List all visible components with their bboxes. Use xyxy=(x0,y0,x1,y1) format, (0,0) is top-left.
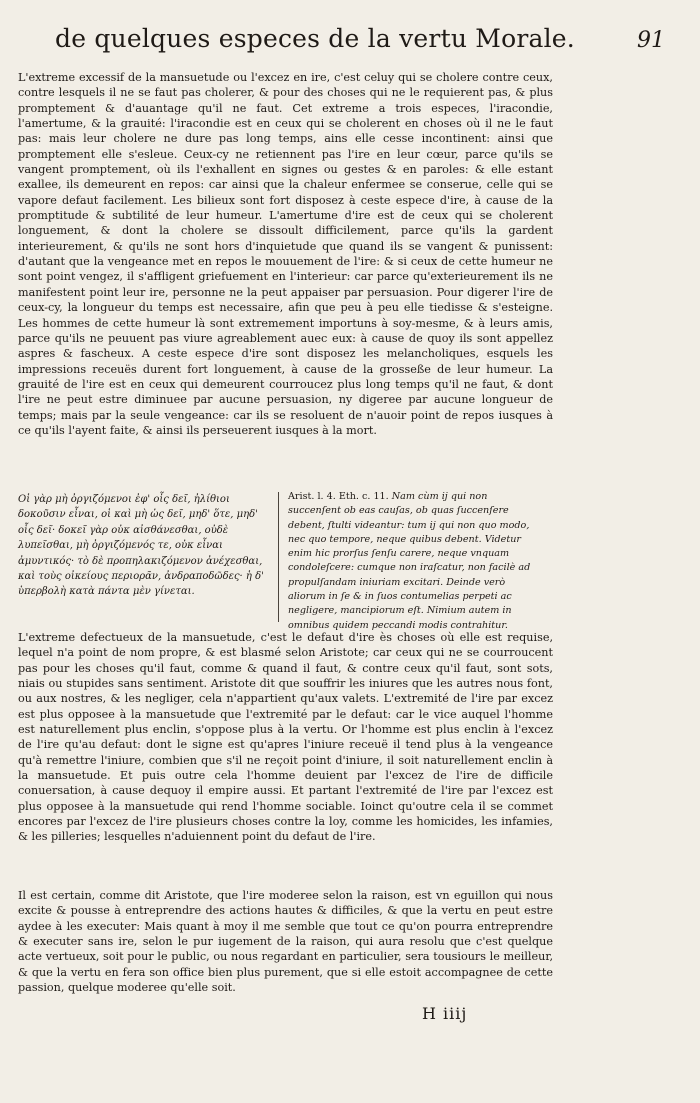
paragraph-defect-of-anger: L'extreme defectueux de la mansuetude, c'est le defaut d'ire ès choses où elle est requise, lequel n'a point de nom propre, & est blasmé selon Aristote; car ceux qui ne se courroucent pas pour les choses qu'il faut, comme & quand il faut, & contre ceux qu'il faut, sont sots, niais ou stupides sans sentiment. Aristote dit que souffrir les iniures que les autres nous font, ou aux nostres, & les negliger, cela n'appartient qu'aux valets. L'extremité de l'ire par excez est plus opposee à la mansuetude que l'extremité par le defaut: car le vice auquel l'homme est naturellement plus enclin, s'oppose plus à la vertu. Or l'homme est plus enclin à l'excez de l'ire qu'au defaut: dont le signe est qu'apres l'iniure receuë il tend plus à la vengeance qu'à remettre l'iniure, combien que s'il ne reçoit point d'iniure, il soit naturellement enclin à la mansuetude. Et puis outre cela l'homme deuient par l'excez de l'ire de difficile conuersation, à cause dequoy il empire aussi. Et partant l'extremité de l'ire par l'excez est plus opposee à la mansuetude qui rend l'homme sociable. Ioinct qu'outre cela il se commet encores par l'excez de l'ire plusieurs choses contre la loy, comme les homicides, les infamies, & les pilleries; lesquelles n'aduiennent point du defaut de l'ire. xyxy=(18,631,553,844)
signature-mark: H iiij xyxy=(422,1004,468,1023)
latin-marginal-note xyxy=(288,490,540,630)
latin-note-text: Nam cùm ij qui non succenſent ob eas cauſas, ob quas ſuccenſere debent, ſtulti videantur: tum ij qui non quo modo, nec quo tempore, neque quibus debent. Videtur enim hic prorſus ſenſu carere, neque vnquam condoleſcere: cumque non iraſcatur, non facilè ad propulſandam iniuriam excitari. Deinde verò aliorum in ſe & in ſuos contumelias perpeti ac negligere, mancipiorum eſt. Nimium autem in omnibus quidem peccandi modis contrahitur. xyxy=(288,491,531,631)
page-header xyxy=(55,18,665,66)
note-reference: Arist. l. 4. Eth. c. 11. xyxy=(288,491,389,502)
paragraph-excess-of-anger: L'extreme excessif de la mansuetude ou l'excez en ire, c'est celuy qui se cholere contre ceux, contre lesquels il ne se faut pas cholerer, & pour des choses qui ne le requierent pas, & plus promptement & d'auantage qu'il ne faut. Cet extreme a trois especes, l'iracondie, l'amertume, & la grauité: l'iracondie est en ceux qui se cholerent en choses où il ne le faut pas: mais leur cholere ne dure pas long temps, ains elle cesse incontinent: ainsi que promptement elle s'esleue. Ceux-cy ne retiennent pas l'ire en leur cœur, parce qu'ils se vangent promptement, où ils l'exhallent en signes ou gestes & en paroles: & elle estant exallee, ils demeurent en repos: car ainsi que la chaleur enfermee se conserue, celle qui se vapore defaut facilement. Les bilieux sont fort disposez à ceste espece d'ire, à cause de la promptitude & subtilité de leur humeur. L'amertume d'ire est de ceux qui se cholerent longuement, & dont la cholere se dissoult difficilement, parce qu'ils la gardent interieurement, & qu'ils ne sont hors d'inquietude que quand ils se vangent & punissent: d'autant que la vengeance met en repos le mouuement de l'ire: & si ceux de cette humeur ne sont point vengez, il s'affligent griefuement en l'interieur: car parce qu'exterieurement ils ne manifestent point leur ire, personne ne la peut appaiser par persuasion. Pour digerer l'ire de ceux-cy, la longueur du temps est necessaire, afin que peu à peu elle tiedisse & s'esteigne. Les hommes de cette humeur là sont extremement importuns à soy-mesme, & à leurs amis, parce qu'ils ne peuuent pas viure agreablement auec eux: à cause de quoy ils sont appellez aspres & fascheux. A ceste espece d'ire sont disposez les melancholiques, esquels les impressions receuës durent fort longuement, à cause de la grosseße de leur humeur. La grauité de l'ire est en ceux qui demeurent courroucez plus long temps qu'il ne faut, & dont l'ire ne peut estre diminuee par aucune persuasion, ny digeree par aucune longueur de temps; mais par la seule vengeance: car ils se resoluent de n'auoir point de repos iusques à ce qu'ils l'ayent faite, & ainsi ils perseuerent iusques à la mort. xyxy=(18,71,553,437)
paragraph-moderate-anger: Il est certain, comme dit Aristote, que l'ire moderee selon la raison, est vn eguillon qui nous excite & pousse à entreprendre des actions hautes & difficiles, & que la vertu en peut estre aydee à les executer: Mais quant à moy il me semble que tout ce qu'on pourra entreprendre & executer sans ire, selon le pur iugement de la raison, qui aura resolu que c'est quelque acte vertueux, soit pour le public, ou nous regardant en particulier, sera tousiours le meilleur, & que la vertu en fera son office bien plus purement, que si elle estoit accompagnee de cette passion, quelque moderee qu'elle soit. xyxy=(18,889,553,995)
greek-quotation: Οἱ γὰρ μὴ ὀργιζόμενοι ἐφ' οἷς δεῖ, ἠλίθιοι δοκοῦσιν εἶναι, οἱ καὶ μὴ ὡς δεῖ, μηδ' ὅτε, μηδ' οἷς δεῖ· δοκεῖ γὰρ οὐκ αἰσθάνεσθαι, οὐδὲ λυπεῖσθαι, μὴ ὀργιζόμενός τε, οὐκ εἶναι ἀμυντικός· τὸ δὲ προπηλακιζόμενον ἀνέχεσθαι, καὶ τοὺς οἰκείους περιορᾶν, ἀνδραποδῶδες· ἡ δ' ὑπερβολὴ κατὰ πάντα μὲν γίνεται. xyxy=(18,494,264,598)
running-title: de quelques especes de la vertu Morale. xyxy=(55,24,575,53)
note-divider xyxy=(278,492,279,622)
page-number: 91 xyxy=(637,28,665,53)
